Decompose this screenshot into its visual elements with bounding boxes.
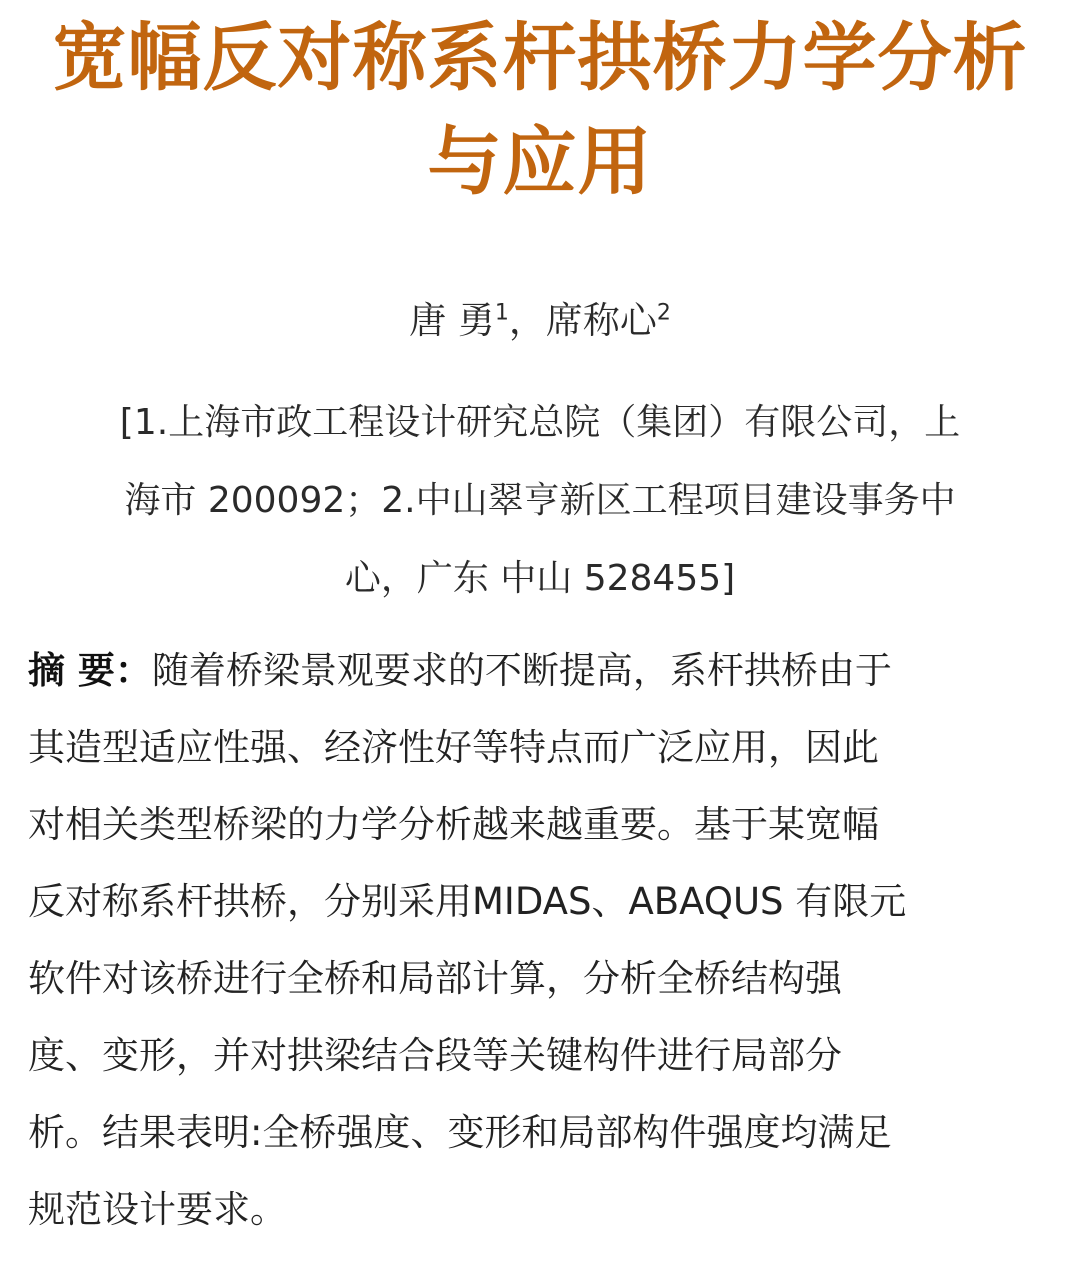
affiliation-line-3: 心，广东 中山 528455] bbox=[344, 558, 736, 599]
abstract-label: 摘 要： bbox=[28, 649, 152, 692]
abstract-line-6: 度、变形，并对拱梁结合段等关键构件进行局部分 bbox=[28, 1034, 842, 1077]
author-1-affiliation-mark: 1 bbox=[494, 300, 509, 326]
affiliation-line-1: [1.上海市政工程设计研究总院（集团）有限公司，上 bbox=[119, 402, 961, 443]
abstract-block bbox=[28, 632, 1052, 1248]
title-line-1: 宽幅反对称系杆拱桥力学分析 bbox=[52, 15, 1028, 101]
title-line-2: 与应用 bbox=[427, 119, 653, 205]
author-2-affiliation-mark: 2 bbox=[656, 300, 671, 326]
author-1: 唐 勇 bbox=[409, 299, 495, 342]
author-separator: ， bbox=[508, 299, 546, 342]
authors-line bbox=[28, 296, 1052, 346]
abstract-text-1: 随着桥梁景观要求的不断提高，系杆拱桥由于 bbox=[151, 649, 892, 692]
affiliation-block bbox=[28, 384, 1052, 618]
abstract-line-8: 规范设计要求。 bbox=[28, 1188, 287, 1231]
abstract-line-4: 反对称系杆拱桥，分别采用MIDAS、ABAQUS 有限元 bbox=[28, 880, 907, 923]
article-title bbox=[28, 0, 1052, 214]
abstract-line-3: 对相关类型桥梁的力学分析越来越重要。基于某宽幅 bbox=[28, 803, 879, 846]
abstract-line-7: 析。结果表明:全桥强度、变形和局部构件强度均满足 bbox=[28, 1111, 892, 1154]
abstract-line-2: 其造型适应性强、经济性好等特点而广泛应用，因此 bbox=[28, 726, 879, 769]
abstract-line-1 bbox=[28, 632, 1052, 709]
author-2: 席称心 bbox=[545, 299, 657, 342]
affiliation-line-2: 海市 200092；2.中山翠亨新区工程项目建设事务中 bbox=[124, 480, 956, 521]
abstract-line-5: 软件对该桥进行全桥和局部计算，分析全桥结构强 bbox=[28, 957, 842, 1000]
